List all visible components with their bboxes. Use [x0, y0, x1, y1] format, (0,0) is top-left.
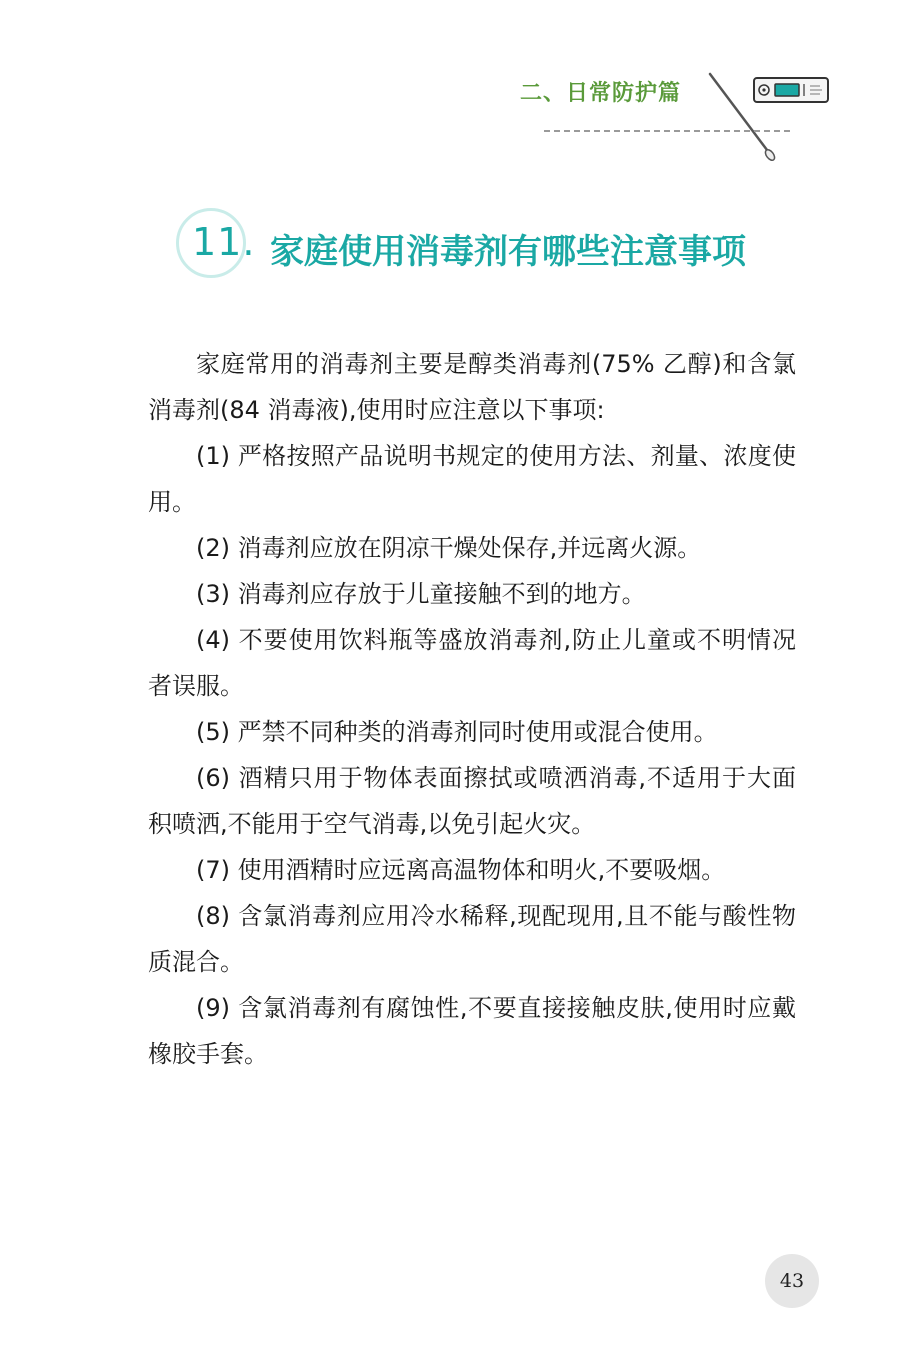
- list-item: (7) 使用酒精时应远离高温物体和明火,不要吸烟。: [196, 856, 726, 884]
- list-item: (1) 严格按照产品说明书规定的使用方法、剂量、浓度使用。: [148, 442, 796, 516]
- section-label: 二、日常防护篇: [520, 81, 682, 106]
- list-item: (3) 消毒剂应存放于儿童接触不到的地方。: [196, 580, 646, 608]
- list-item: (9) 含氯消毒剂有腐蚀性,不要直接接触皮肤,使用时应戴橡胶手套。: [148, 994, 796, 1068]
- swab-test-kit-icon: [700, 60, 840, 170]
- title-text: 家庭使用消毒剂有哪些注意事项: [270, 232, 746, 272]
- page-number: 43: [765, 1254, 819, 1308]
- intro-paragraph: 家庭常用的消毒剂主要是醇类消毒剂(75% 乙醇)和含氯消毒剂(84 消毒液),使用时应注意以下事项:: [148, 350, 796, 424]
- list-item: (5) 严禁不同种类的消毒剂同时使用或混合使用。: [196, 718, 718, 746]
- header-dashed-divider: [544, 130, 790, 132]
- list-item: (8) 含氯消毒剂应用冷水稀释,现配现用,且不能与酸性物质混合。: [148, 902, 796, 976]
- list-item: (6) 酒精只用于物体表面擦拭或喷洒消毒,不适用于大面积喷洒,不能用于空气消毒,以免引起火灾。: [148, 764, 796, 838]
- list-item: (2) 消毒剂应放在阴凉干燥处保存,并远离火源。: [196, 534, 702, 562]
- list-item: (4) 不要使用饮料瓶等盛放消毒剂,防止儿童或不明情况者误服。: [148, 626, 796, 700]
- body-text: [148, 341, 796, 1077]
- question-title: [176, 208, 796, 284]
- title-number: 11.: [192, 220, 256, 264]
